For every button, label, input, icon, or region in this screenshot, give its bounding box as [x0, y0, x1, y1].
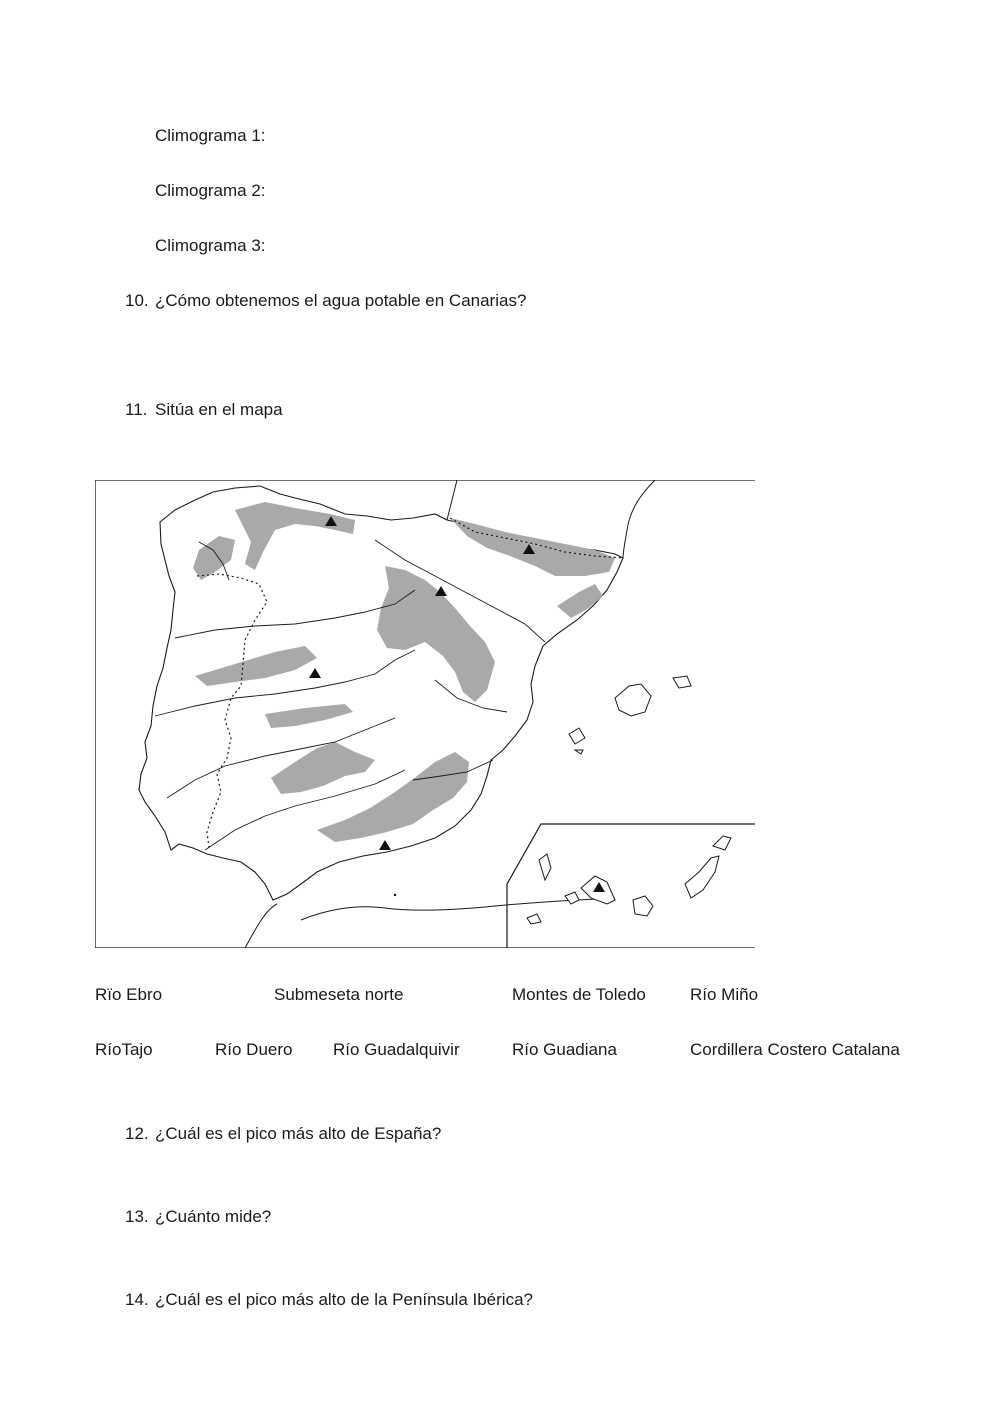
- question-number: 13.: [125, 1207, 149, 1226]
- island-formentera: [575, 750, 583, 754]
- question-number: 10.: [125, 291, 149, 310]
- question-12: [125, 1124, 441, 1144]
- label-rio-guadalquivir: Río Guadalquivir: [333, 1040, 460, 1059]
- label-submeseta-norte: Submeseta norte: [274, 985, 404, 1004]
- question-number: 12.: [125, 1124, 149, 1143]
- island-gran-canaria: [633, 896, 653, 916]
- question-text: ¿Cuál es el pico más alto de la Península Ibérica?: [155, 1290, 533, 1309]
- africa-coast: [245, 898, 615, 948]
- island-la-gomera: [565, 892, 579, 904]
- question-text: Sitúa en el mapa: [155, 400, 283, 419]
- island-el-hierro: [527, 914, 541, 924]
- climograma-3-label: Climograma 3:: [155, 236, 266, 255]
- question-10: [125, 291, 526, 311]
- label-rio-guadiana: Río Guadiana: [512, 1040, 617, 1059]
- label-montes-de-toledo: Montes de Toledo: [512, 985, 646, 1004]
- island-lanzarote: [713, 836, 731, 850]
- island-mallorca: [615, 684, 651, 716]
- island-ibiza: [569, 728, 585, 744]
- island-fuerteventura: [685, 856, 719, 898]
- question-number: 14.: [125, 1290, 149, 1309]
- island-menorca: [673, 676, 691, 688]
- balearic-islands: [569, 676, 691, 754]
- label-rio-tajo: RíoTajo: [95, 1040, 153, 1059]
- small-island-dot: [394, 894, 396, 896]
- label-cordillera-costero-catalana: Cordillera Costero Catalana: [690, 1040, 900, 1059]
- label-rio-mino: Río Miño: [690, 985, 759, 1004]
- canary-islands: [527, 836, 731, 924]
- label-rio-duero: Río Duero: [215, 1040, 293, 1059]
- map-svg: [95, 480, 755, 948]
- island-la-palma: [539, 854, 551, 880]
- climograma-1-label: Climograma 1:: [155, 126, 266, 145]
- question-13: [125, 1207, 271, 1227]
- spain-physical-map: [95, 480, 755, 948]
- label-rio-ebro: Rïo Ebro: [95, 985, 163, 1004]
- question-11: [125, 400, 283, 420]
- question-number: 11.: [125, 400, 148, 419]
- question-text: ¿Cuánto mide?: [155, 1207, 272, 1226]
- climograma-2-label: Climograma 2:: [155, 181, 266, 200]
- question-text: ¿Cuál es el pico más alto de España?: [155, 1124, 442, 1143]
- question-14: [125, 1290, 533, 1310]
- question-text: ¿Cómo obtenemos el agua potable en Canarias?: [155, 291, 527, 310]
